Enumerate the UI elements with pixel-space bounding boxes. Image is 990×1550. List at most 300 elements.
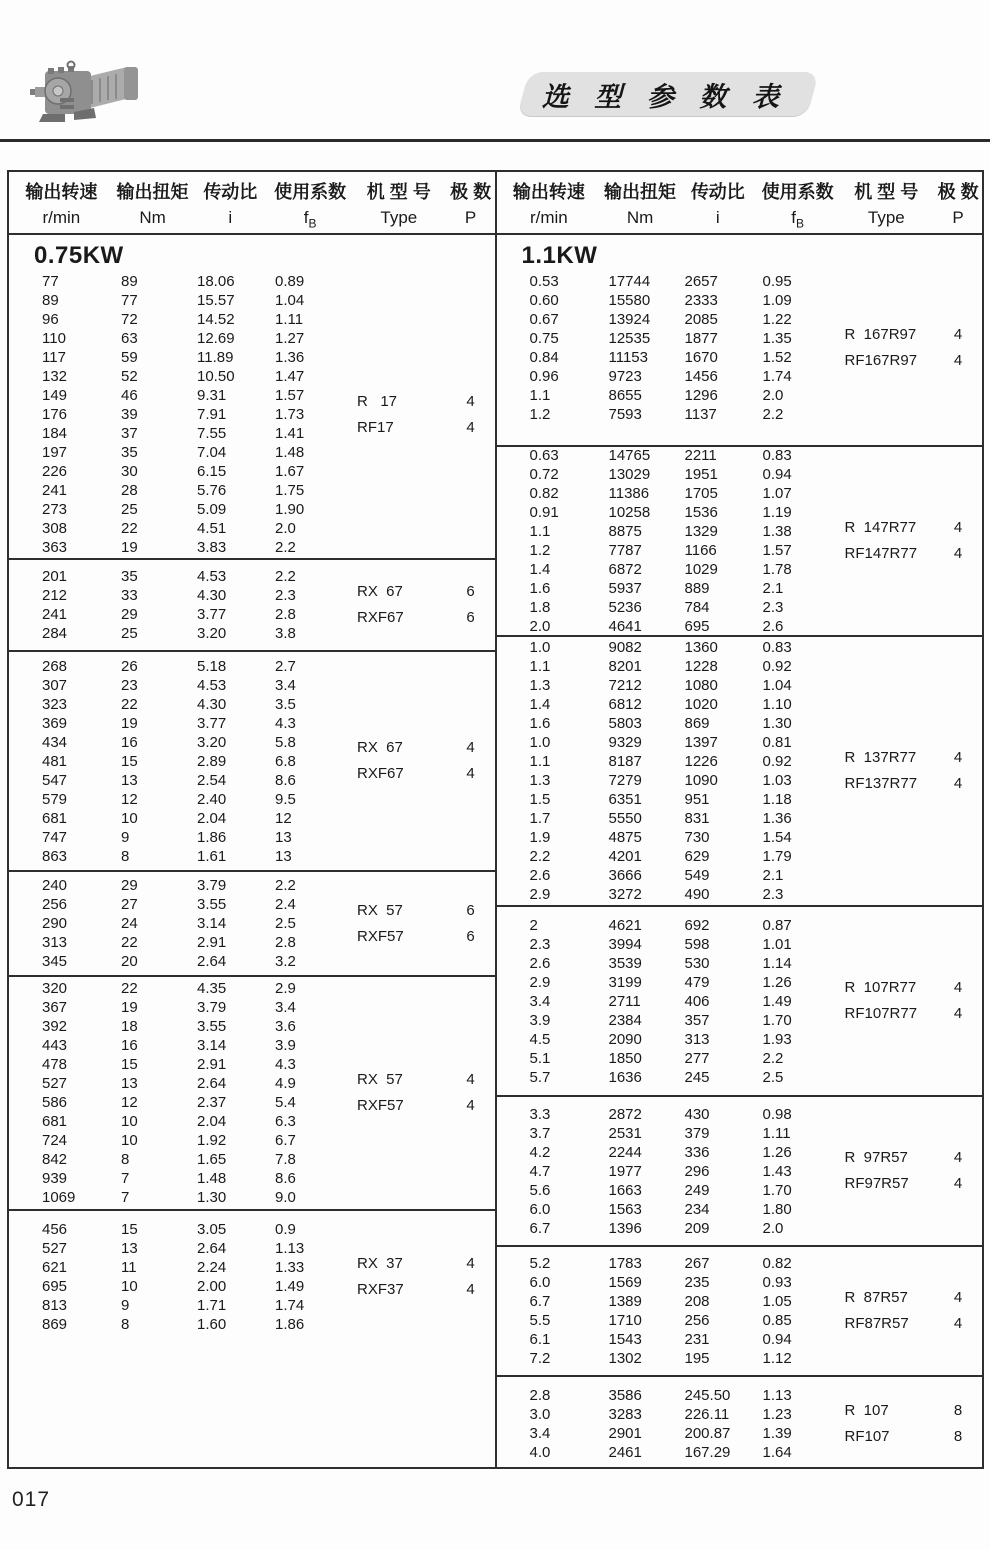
table-row <box>9 828 352 847</box>
service-factor-cell: 1.22 <box>762 311 792 328</box>
service-factor-cell: 1.07 <box>762 485 792 502</box>
type-pole-line <box>840 515 983 541</box>
table-row <box>9 979 352 998</box>
ratio-cell: 4.53 <box>197 568 227 585</box>
table-row <box>497 954 840 973</box>
torque-cell: 3272 <box>608 886 642 903</box>
speed-cell: 1.6 <box>529 715 551 732</box>
service-factor-cell: 0.94 <box>762 1331 792 1348</box>
type-pole-line <box>352 579 495 605</box>
table-right-half <box>495 172 983 1467</box>
table-row <box>497 272 840 291</box>
service-factor-cell: 0.9 <box>275 1221 296 1238</box>
type-pole-line <box>840 745 983 771</box>
table-row <box>9 567 352 586</box>
type-poles-group <box>840 272 983 424</box>
torque-cell: 8 <box>121 847 130 865</box>
table-row <box>497 992 840 1011</box>
service-factor-cell: 1.19 <box>762 504 792 521</box>
speed-cell: 0.72 <box>529 466 559 483</box>
service-factor-cell: 0.87 <box>762 916 792 934</box>
ratio-cell: 951 <box>684 791 710 808</box>
ratio-cell: 730 <box>684 829 710 846</box>
ratio-cell: 869 <box>684 715 710 732</box>
model-type-cell: RF167R97 <box>844 352 918 369</box>
table-row <box>497 676 840 695</box>
service-factor-cell: 2.3 <box>762 599 784 616</box>
data-rows <box>497 1386 840 1462</box>
service-factor-cell: 3.9 <box>275 1037 296 1054</box>
type-pole-line <box>352 1067 495 1093</box>
service-factor-cell: 6.8 <box>275 752 296 770</box>
torque-cell: 2901 <box>608 1425 642 1442</box>
header-ratio: 传动比 i <box>690 182 745 227</box>
table-row <box>497 1254 840 1273</box>
speed-cell: 1.9 <box>529 829 551 846</box>
pole-count-cell: 4 <box>466 1281 475 1298</box>
service-factor-cell: 2.2 <box>762 1049 784 1067</box>
ratio-cell: 1.86 <box>197 828 227 846</box>
ratio-cell: 357 <box>684 1011 710 1029</box>
speed-cell: 2 <box>529 916 538 934</box>
header-speed: 输出转速 r/min <box>25 182 98 227</box>
pole-count-cell: 6 <box>466 583 475 600</box>
table-row <box>497 638 840 657</box>
type-pole-line <box>352 1251 495 1277</box>
service-factor-cell: 1.48 <box>275 444 305 461</box>
ratio-cell: 490 <box>684 886 710 903</box>
torque-cell: 9 <box>121 828 130 846</box>
service-factor-cell: 0.92 <box>762 658 792 675</box>
type-pole-line <box>352 415 495 441</box>
service-factor-cell: 2.7 <box>275 657 296 675</box>
table-row <box>497 973 840 992</box>
ratio-cell: 479 <box>684 973 710 991</box>
service-factor-cell: 1.10 <box>762 696 792 713</box>
header-service-factor: 使用系数 $f_B$ <box>761 182 834 231</box>
torque-cell: 19 <box>121 714 138 732</box>
service-factor-cell: 1.78 <box>762 561 792 578</box>
speed-cell: 2.0 <box>529 618 551 635</box>
service-factor-cell: 2.3 <box>762 886 784 903</box>
ratio-cell: 2085 <box>684 311 718 328</box>
model-type-cell: RF107R77 <box>844 1005 918 1022</box>
torque-cell: 3199 <box>608 973 642 991</box>
speed-cell: 77 <box>42 273 59 290</box>
service-factor-cell: 1.70 <box>762 1011 792 1029</box>
speed-cell: 842 <box>42 1151 68 1168</box>
table-row <box>497 560 840 579</box>
torque-cell: 4201 <box>608 848 642 865</box>
type-pole-line <box>352 1093 495 1119</box>
ratio-cell: 3.55 <box>197 1018 227 1035</box>
table-row <box>497 465 840 484</box>
service-factor-cell: 1.12 <box>762 1350 792 1367</box>
model-type-cell: RXF57 <box>357 1097 404 1114</box>
ratio-cell: 4.53 <box>197 676 227 694</box>
model-type-cell: RXF67 <box>357 765 404 782</box>
model-type-cell: R 87R57 <box>844 1289 908 1306</box>
ratio-cell: 3.14 <box>197 1037 227 1054</box>
speed-cell: 586 <box>42 1094 68 1111</box>
service-factor-cell: 2.3 <box>275 587 296 604</box>
type-pole-line <box>840 348 983 374</box>
speed-cell: 813 <box>42 1297 68 1314</box>
torque-cell: 10258 <box>608 504 651 521</box>
speed-cell: 0.53 <box>529 273 559 290</box>
table-row <box>497 1405 840 1424</box>
table-left-half <box>9 172 495 1467</box>
service-factor-cell: 1.49 <box>275 1278 305 1295</box>
service-factor-cell: 1.73 <box>275 406 305 423</box>
service-factor-cell: 2.1 <box>762 867 784 884</box>
torque-cell: 13 <box>121 1240 138 1257</box>
speed-cell: 724 <box>42 1132 68 1149</box>
table-row <box>9 1315 352 1334</box>
torque-cell: 3586 <box>608 1387 642 1404</box>
ratio-cell: 208 <box>684 1293 710 1310</box>
service-factor-cell: 0.83 <box>762 447 792 464</box>
data-rows <box>497 916 840 1087</box>
torque-cell: 11153 <box>608 349 648 366</box>
torque-cell: 33 <box>121 587 138 604</box>
service-factor-cell: 1.49 <box>762 992 792 1010</box>
speed-cell: 547 <box>42 771 68 789</box>
table-row <box>497 916 840 935</box>
table-row <box>497 1124 840 1143</box>
ratio-cell: 4.30 <box>197 695 227 713</box>
table-row <box>497 579 840 598</box>
torque-cell: 7 <box>121 1189 130 1206</box>
ratio-cell: 1080 <box>684 677 718 694</box>
speed-cell: 2.8 <box>529 1387 551 1404</box>
table-row <box>9 914 352 933</box>
ratio-cell: 1020 <box>684 696 718 713</box>
speed-cell: 89 <box>42 292 59 309</box>
torque-cell: 46 <box>121 387 138 404</box>
speed-cell: 6.0 <box>529 1274 551 1291</box>
speed-cell: 4.2 <box>529 1143 551 1161</box>
speed-cell: 6.7 <box>529 1219 551 1237</box>
speed-cell: 268 <box>42 657 68 675</box>
pole-count-cell: 4 <box>953 749 963 766</box>
service-factor-cell: 9.5 <box>275 790 296 808</box>
data-rows <box>9 979 352 1207</box>
ratio-cell: 2.04 <box>197 1113 227 1130</box>
ratio-cell: 3.05 <box>197 1221 227 1238</box>
pole-count-cell: 4 <box>953 352 963 369</box>
service-factor-cell: 2.2 <box>275 539 296 556</box>
speed-cell: 184 <box>42 425 68 442</box>
speed-cell: 201 <box>42 568 68 585</box>
service-factor-cell: 0.94 <box>762 466 792 483</box>
service-factor-cell: 5.8 <box>275 733 296 751</box>
ratio-cell: 3.83 <box>197 539 227 556</box>
pole-count-cell: 4 <box>953 1005 963 1022</box>
table-row <box>497 885 840 904</box>
speed-cell: 392 <box>42 1018 68 1035</box>
ratio-cell: 1360 <box>684 639 718 656</box>
torque-cell: 8 <box>121 1151 130 1168</box>
speed-cell: 4.0 <box>529 1444 551 1461</box>
power-label: 0.75KW <box>34 242 124 269</box>
service-factor-cell: 1.70 <box>762 1181 792 1199</box>
service-factor-cell: 0.85 <box>762 1312 792 1329</box>
table-row <box>9 367 352 386</box>
torque-cell: 22 <box>121 695 138 713</box>
service-factor-cell: 2.0 <box>762 1219 784 1237</box>
ratio-cell: 5.76 <box>197 482 227 499</box>
table-row <box>9 1150 352 1169</box>
service-factor-cell: 1.86 <box>275 1316 305 1333</box>
ratio-cell: 231 <box>684 1331 710 1348</box>
speed-cell: 443 <box>42 1037 68 1054</box>
ratio-cell: 3.79 <box>197 877 227 894</box>
ratio-cell: 4.35 <box>197 980 227 997</box>
torque-cell: 3539 <box>608 954 642 972</box>
table-row <box>9 424 352 443</box>
speed-cell: 6.0 <box>529 1200 551 1218</box>
speed-cell: 747 <box>42 828 68 846</box>
service-factor-cell: 0.95 <box>762 273 792 290</box>
ratio-cell: 1456 <box>684 368 718 385</box>
model-type-cell: RF87R57 <box>844 1315 909 1332</box>
torque-cell: 1569 <box>608 1274 642 1291</box>
ratio-cell: 831 <box>684 810 710 827</box>
type-poles-group <box>352 876 495 971</box>
table-row <box>497 828 840 847</box>
service-factor-cell: 2.4 <box>275 896 296 913</box>
table-row <box>9 790 352 809</box>
torque-cell: 3666 <box>608 867 642 884</box>
table-row <box>497 657 840 676</box>
service-factor-cell: 1.38 <box>762 523 792 540</box>
model-type-cell: R 167R97 <box>844 326 917 343</box>
torque-cell: 2384 <box>608 1011 642 1029</box>
ratio-cell: 10.50 <box>197 368 235 385</box>
torque-cell: 24 <box>121 915 138 932</box>
table-row <box>497 1030 840 1049</box>
table-row <box>9 1017 352 1036</box>
service-factor-cell: 1.52 <box>762 349 792 366</box>
ratio-cell: 2.00 <box>197 1278 227 1295</box>
speed-cell: 1.4 <box>529 696 551 713</box>
table-row <box>497 1011 840 1030</box>
service-factor-cell: 3.5 <box>275 695 296 713</box>
ratio-cell: 1.92 <box>197 1132 227 1149</box>
table-row <box>497 503 840 522</box>
torque-cell: 8875 <box>608 523 642 540</box>
type-poles-group <box>840 446 983 635</box>
ratio-cell: 1877 <box>684 330 718 347</box>
type-pole-line <box>840 1171 983 1197</box>
speed-cell: 434 <box>42 733 68 751</box>
data-rows <box>497 1105 840 1238</box>
torque-cell: 72 <box>121 311 138 328</box>
ratio-cell: 167.29 <box>684 1444 731 1461</box>
speed-cell: 681 <box>42 1113 68 1130</box>
torque-cell: 1710 <box>608 1312 642 1329</box>
ratio-cell: 3.79 <box>197 999 227 1016</box>
service-factor-cell: 9.0 <box>275 1189 296 1206</box>
pole-count-cell: 4 <box>466 1071 475 1088</box>
speed-cell: 6.1 <box>529 1331 551 1348</box>
service-factor-cell: 1.36 <box>275 349 305 366</box>
type-pole-line <box>352 735 495 761</box>
torque-cell: 7279 <box>608 772 642 789</box>
page-title-banner <box>517 72 819 116</box>
service-factor-cell: 6.3 <box>275 1113 296 1130</box>
service-factor-cell: 3.6 <box>275 1018 296 1035</box>
service-factor-cell: 1.67 <box>275 463 305 480</box>
torque-cell: 7593 <box>608 406 642 423</box>
service-factor-cell: 2.2 <box>275 568 296 585</box>
table-row <box>9 1112 352 1131</box>
model-type-cell: RF107 <box>844 1428 890 1445</box>
table-row <box>9 462 352 481</box>
speed-cell: 320 <box>42 980 68 997</box>
speed-cell: 5.2 <box>529 1255 551 1272</box>
table-row <box>497 367 840 386</box>
table-row <box>9 348 352 367</box>
torque-cell: 18 <box>121 1018 138 1035</box>
speed-cell: 273 <box>42 501 68 518</box>
torque-cell: 2711 <box>608 992 641 1010</box>
torque-cell: 29 <box>121 877 138 894</box>
rating-block <box>497 1095 983 1245</box>
torque-cell: 1302 <box>608 1350 642 1367</box>
ratio-cell: 3.77 <box>197 714 227 732</box>
pole-count-cell: 4 <box>953 1175 963 1192</box>
torque-cell: 22 <box>121 980 138 997</box>
speed-cell: 226 <box>42 463 68 480</box>
data-rows <box>497 638 840 904</box>
column-header-left <box>9 172 495 235</box>
rating-block <box>497 445 983 635</box>
table-row <box>497 771 840 790</box>
service-factor-cell: 0.93 <box>762 1274 792 1291</box>
ratio-cell: 7.55 <box>197 425 227 442</box>
ratio-cell: 549 <box>684 867 710 884</box>
type-poles-group <box>352 979 495 1207</box>
model-type-cell: RX 37 <box>357 1255 403 1272</box>
model-type-cell: RXF57 <box>357 927 404 945</box>
speed-cell: 5.5 <box>529 1312 551 1329</box>
service-factor-cell: 1.54 <box>762 829 792 846</box>
pole-count-cell: 4 <box>953 1289 963 1306</box>
table-row <box>9 733 352 752</box>
table-row <box>497 446 840 465</box>
ratio-cell: 1.71 <box>197 1297 227 1314</box>
model-type-cell: RF17 <box>357 418 394 436</box>
ratio-cell: 6.15 <box>197 463 227 480</box>
table-row <box>9 809 352 828</box>
ratio-cell: 1166 <box>684 542 717 559</box>
table-row <box>497 1443 840 1462</box>
service-factor-cell: 1.80 <box>762 1200 792 1218</box>
speed-cell: 863 <box>42 847 68 865</box>
torque-cell: 15 <box>121 752 138 770</box>
pole-count-cell: 6 <box>466 927 475 945</box>
speed-cell: 1.1 <box>529 658 551 675</box>
table-row <box>9 1277 352 1296</box>
speed-cell: 313 <box>42 934 68 951</box>
speed-cell: 3.9 <box>529 1011 551 1029</box>
table-row <box>9 405 352 424</box>
table-row <box>9 605 352 624</box>
speed-cell: 96 <box>42 311 59 328</box>
speed-cell: 132 <box>42 368 68 385</box>
torque-cell: 10 <box>121 1132 138 1149</box>
model-type-cell: RX 57 <box>357 1071 403 1088</box>
service-factor-cell: 1.39 <box>762 1425 792 1442</box>
service-factor-cell: 3.4 <box>275 999 296 1016</box>
table-row <box>9 1093 352 1112</box>
ratio-cell: 1226 <box>684 753 718 770</box>
speed-cell: 212 <box>42 587 68 604</box>
torque-cell: 20 <box>121 953 138 970</box>
model-type-cell: R 137R77 <box>844 749 917 766</box>
speed-cell: 367 <box>42 999 68 1016</box>
ratio-cell: 2.24 <box>197 1259 227 1276</box>
table-row <box>9 1036 352 1055</box>
ratio-cell: 2333 <box>684 292 718 309</box>
table-row <box>497 866 840 885</box>
service-factor-cell: 2.8 <box>275 934 296 951</box>
table-row <box>497 1349 840 1368</box>
speed-cell: 681 <box>42 809 68 827</box>
table-row <box>9 291 352 310</box>
table-row <box>497 733 840 752</box>
ratio-cell: 3.20 <box>197 733 227 751</box>
torque-cell: 4875 <box>608 829 642 846</box>
service-factor-cell: 1.74 <box>275 1297 305 1314</box>
torque-cell: 8 <box>121 1316 130 1333</box>
rating-block <box>497 235 983 445</box>
table-row <box>9 847 352 866</box>
speed-cell: 308 <box>42 520 68 537</box>
type-poles-group <box>840 1105 983 1238</box>
ratio-cell: 277 <box>684 1049 710 1067</box>
speed-cell: 579 <box>42 790 68 808</box>
service-factor-cell: 1.57 <box>275 387 305 404</box>
speed-cell: 1.0 <box>529 734 551 751</box>
pole-count-cell: 8 <box>953 1428 963 1445</box>
table-row <box>497 1162 840 1181</box>
table-row <box>497 1181 840 1200</box>
type-pole-line <box>840 771 983 797</box>
torque-cell: 12 <box>121 790 138 808</box>
torque-cell: 22 <box>121 520 138 537</box>
table-row <box>9 538 352 557</box>
model-type-cell: R 17 <box>357 392 398 410</box>
ratio-cell: 2.04 <box>197 809 227 827</box>
ratio-cell: 14.52 <box>197 311 235 328</box>
ratio-cell: 235 <box>684 1274 710 1291</box>
service-factor-cell: 1.43 <box>762 1162 792 1180</box>
torque-cell: 2872 <box>608 1105 642 1123</box>
type-poles-group <box>840 638 983 904</box>
type-poles-group <box>352 657 495 866</box>
ratio-cell: 7.91 <box>197 406 227 423</box>
torque-cell: 7787 <box>608 542 642 559</box>
model-type-cell: RX 67 <box>357 583 403 600</box>
torque-cell: 8201 <box>608 658 642 675</box>
rating-block <box>9 650 495 870</box>
rating-block <box>497 905 983 1095</box>
speed-cell: 2.2 <box>529 848 551 865</box>
speed-cell: 1.2 <box>529 542 551 559</box>
